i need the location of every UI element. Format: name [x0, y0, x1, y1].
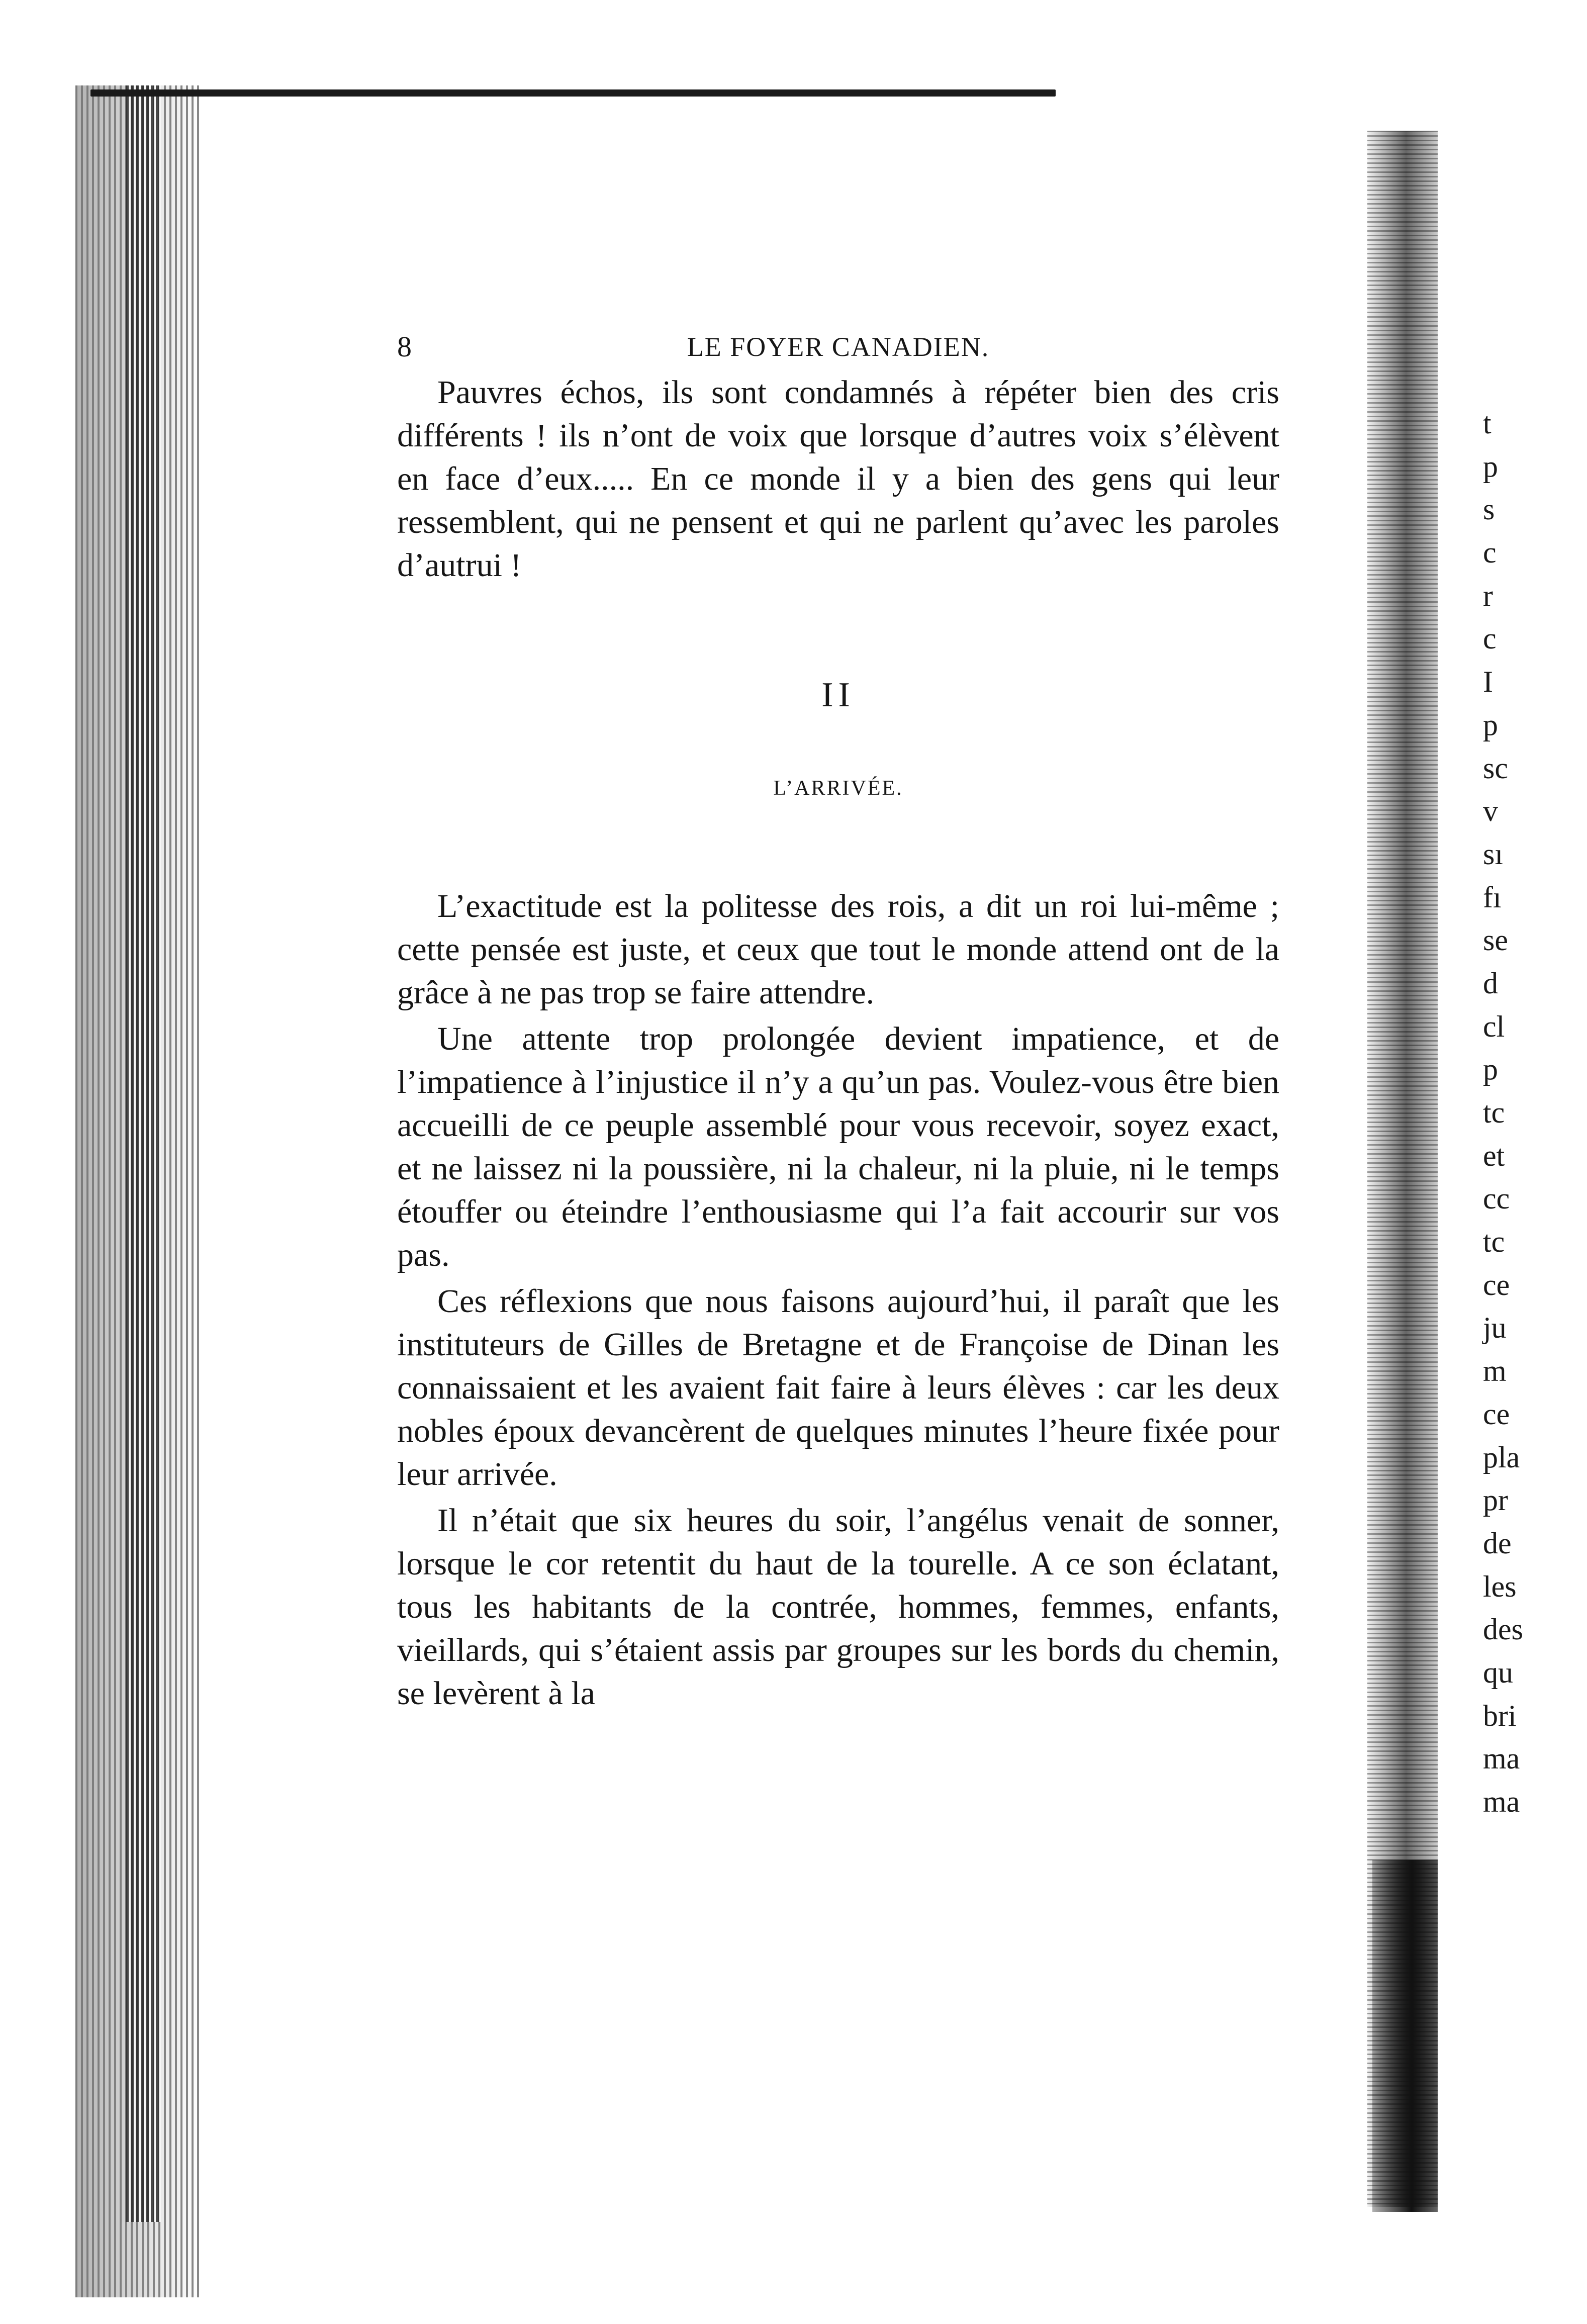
facing-page-fragment: r — [1483, 579, 1493, 612]
facing-page-fragment: s — [1483, 493, 1495, 526]
section-title: L’ARRIVÉE. — [773, 777, 903, 800]
paragraph: Ces réflexions que nous faisons aujourd’hui, il paraît que les instituteurs de Gilles de Bretagne et de Françoise de Dinan les connaissaient et les avaient fait faire à leurs élèves : car les deux nobles époux devancèrent de quelques minutes l’heure fixée pour leur arrivée. — [397, 1283, 1279, 1493]
facing-page-fragment: c — [1483, 622, 1497, 656]
page-top-edge — [90, 89, 1056, 97]
book-page — [397, 327, 1279, 1715]
facing-page-fragment: p — [1483, 449, 1498, 483]
running-head — [397, 327, 1279, 367]
page-number: 8 — [397, 330, 412, 363]
facing-page-fragment: ju — [1483, 1311, 1507, 1345]
facing-page-fragment: cc — [1483, 1182, 1510, 1216]
paragraph: L’exactitude est la politesse des rois, a dit un roi lui-même ; cette pensée est juste, et ceux que tout le monde attend ont de la grâce à ne pas trop se faire attendre. — [397, 888, 1279, 1011]
facing-page-fragments — [1483, 402, 1583, 1824]
facing-page-fragment: sc — [1483, 751, 1508, 785]
facing-page-fragment: p — [1483, 1053, 1498, 1086]
facing-page-fragment: ce — [1483, 1397, 1510, 1431]
facing-page-fragment: d — [1483, 966, 1498, 1000]
book-spine-edge — [126, 85, 161, 2222]
facing-page-fragment: les — [1483, 1569, 1517, 1603]
page-gutter-dark — [1372, 1860, 1438, 2212]
facing-page-fragment: des — [1483, 1613, 1523, 1646]
facing-page-fragment: I — [1483, 665, 1493, 699]
facing-page-fragment: m — [1483, 1354, 1507, 1388]
facing-page-fragment: bri — [1483, 1699, 1517, 1732]
facing-page-fragment: et — [1483, 1139, 1505, 1172]
facing-page-fragment: se — [1483, 923, 1508, 957]
facing-page-fragment: de — [1483, 1526, 1512, 1560]
facing-page-fragment: pr — [1483, 1483, 1508, 1517]
facing-page-fragment: t — [1483, 407, 1491, 440]
facing-page-fragment: v — [1483, 794, 1498, 828]
facing-page-fragment: ce — [1483, 1268, 1510, 1302]
section-number: II — [821, 676, 855, 714]
facing-page-fragment: p — [1483, 708, 1498, 741]
facing-page-fragment: pla — [1483, 1440, 1520, 1474]
running-title: LE FOYER CANADIEN. — [687, 332, 990, 362]
facing-page-fragment: sı — [1483, 837, 1504, 871]
facing-page-fragment: qu — [1483, 1655, 1513, 1689]
facing-page-fragment: cl — [1483, 1009, 1505, 1043]
paragraph: Pauvres échos, ils sont condamnés à répéter bien des cris différents ! ils n’ont de voix que lorsque d’autres voix s’élèvent en face d’eux..... En ce monde il y a bien des gens qui leur ressemblent, qui ne pensent et qui ne parlent qu’avec les paroles d’autrui ! — [397, 374, 1279, 584]
facing-page-fragment: tc — [1483, 1096, 1505, 1129]
facing-page-fragment: ma — [1483, 1785, 1520, 1818]
facing-page-fragment: fı — [1483, 880, 1502, 914]
facing-page-fragment: ma — [1483, 1742, 1520, 1776]
facing-page-fragment: tc — [1483, 1225, 1505, 1259]
paragraph: Il n’était que six heures du soir, l’angélus venait de sonner, lorsque le cor retentit du haut de la tourelle. A ce son éclatant, tous les habitants de la contrée, hommes, femmes, enfants, vieillards, qui s’étaient assis par groupes sur les bords du chemin, se levèrent à la — [397, 1502, 1279, 1712]
paragraph: Une attente trop prolongée devient impatience, et de l’impatience à l’injustice il n’y a qu’un pas. Voulez-vous être bien accueilli de ce peuple assemblé pour vous recevoir, soyez exact, et ne laissez ni la poussière, ni la chaleur, ni la pluie, ni le temps étouffer ou éteindre l’enthousiasme qui l’a fait accourir sur vos pas. — [397, 1020, 1279, 1273]
facing-page-fragment: c — [1483, 536, 1497, 570]
